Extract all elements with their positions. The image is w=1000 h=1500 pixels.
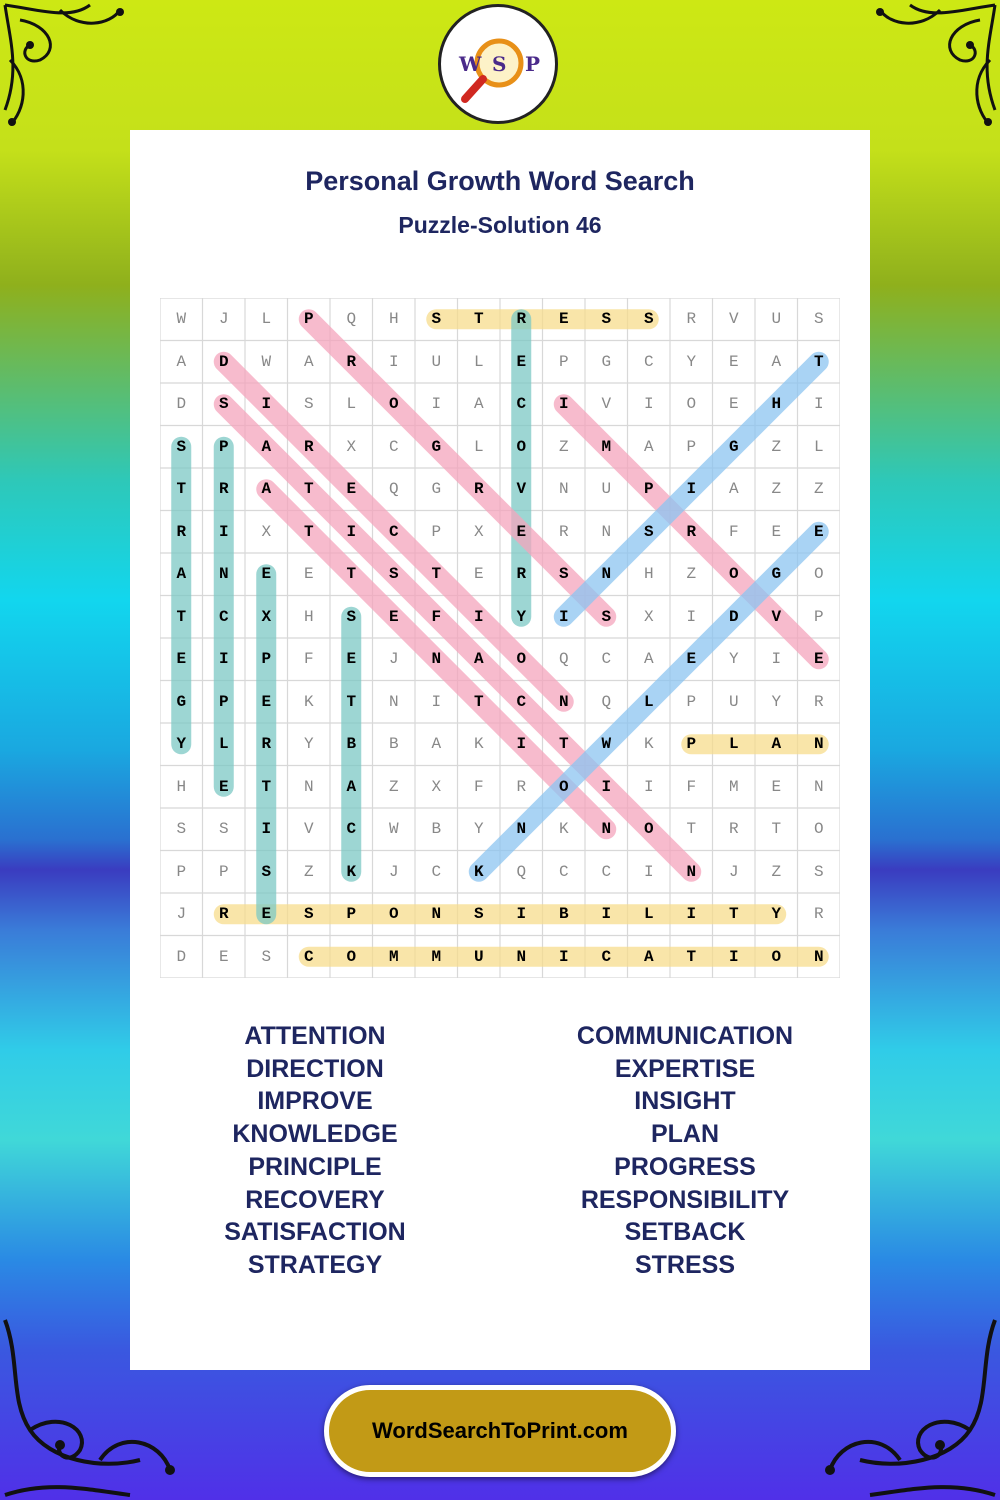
grid-cell[interactable]: E [218,947,229,966]
grid-cell[interactable]: T [346,565,357,584]
grid-cell[interactable]: C [218,607,229,626]
grid-cell[interactable]: E [261,905,272,924]
word-list-right [500,1020,870,1282]
logo-letter-s: S [492,52,507,76]
grid-cell[interactable]: S [261,862,272,881]
website-button[interactable]: WordSearchToPrint.com [324,1385,676,1477]
grid-cell[interactable]: A [431,735,442,754]
grid-cell[interactable]: L [473,352,484,371]
grid-cell[interactable]: Y [516,607,527,626]
grid-cell[interactable]: R [346,352,357,371]
grid-cell[interactable]: R [728,820,739,839]
grid-cell[interactable]: P [686,692,697,711]
page-subtitle: Puzzle-Solution 46 [398,212,602,238]
grid-cell[interactable]: N [558,480,569,499]
grid-cell[interactable]: I [643,862,654,881]
grid-cell[interactable]: I [388,352,399,371]
word-list-item: IMPROVE [257,1087,373,1116]
grid-cell[interactable]: O [686,395,697,414]
grid-cell[interactable]: N [813,735,824,754]
grid-cell[interactable]: Q [516,862,527,881]
grid-cell[interactable]: A [176,352,187,371]
grid-cell[interactable]: G [771,565,782,584]
grid-cell[interactable]: E [516,522,527,541]
grid-cell[interactable]: X [346,437,357,456]
grid-cell[interactable]: T [728,905,739,924]
grid-cell[interactable]: H [643,565,654,584]
grid-cell[interactable]: R [218,905,229,924]
grid-cell[interactable]: X [261,522,272,541]
grid-cell[interactable]: J [218,310,229,329]
grid-cell[interactable]: Q [346,310,357,329]
grid-cell[interactable]: U [601,480,612,499]
grid-cell[interactable]: I [558,947,569,966]
ornament-top-right [850,0,1000,150]
grid-cell[interactable]: K [303,692,314,711]
grid-cell[interactable]: A [261,480,272,499]
grid-cell[interactable]: X [261,607,272,626]
grid-cell[interactable]: C [601,650,612,669]
grid-cell[interactable]: L [643,692,654,711]
grid-cell[interactable]: E [728,395,739,414]
grid-cell[interactable]: O [813,565,824,584]
grid-cell[interactable]: I [431,692,442,711]
grid-cell[interactable]: E [813,522,824,541]
grid-cell[interactable]: R [516,777,527,796]
grid-cell[interactable]: G [431,437,442,456]
grid-cell[interactable]: V [601,395,612,414]
grid-cell[interactable]: X [473,522,484,541]
grid-cell[interactable]: E [558,310,569,329]
grid-cell[interactable]: C [643,352,654,371]
grid-cell[interactable]: C [346,820,357,839]
grid-cell[interactable]: M [388,947,399,966]
grid-cell[interactable]: E [473,565,484,584]
grid-cell[interactable]: E [686,650,697,669]
grid-cell[interactable]: D [728,607,739,626]
grid-cell[interactable]: S [346,607,357,626]
grid-cell[interactable]: I [218,650,229,669]
grid-cell[interactable]: U [431,352,442,371]
grid-cell[interactable]: N [218,565,229,584]
grid-cell[interactable]: T [771,820,782,839]
word-list-item: RECOVERY [245,1185,385,1214]
grid-cell[interactable]: I [218,522,229,541]
grid-cell[interactable]: I [643,777,654,796]
word-list-item: PRINCIPLE [248,1152,382,1181]
wsp-logo[interactable] [438,4,558,124]
grid-cell[interactable]: T [558,735,569,754]
grid-cell[interactable]: P [643,480,654,499]
grid-cell[interactable]: R [176,522,187,541]
grid-cell[interactable]: A [643,947,654,966]
grid-cell[interactable]: P [686,735,697,754]
grid-cell[interactable]: N [558,692,569,711]
grid-cell[interactable]: W [388,820,399,839]
grid-cell[interactable]: C [388,437,399,456]
grid-cell[interactable]: P [303,310,314,329]
grid-cell[interactable]: A [261,437,272,456]
grid-cell[interactable]: H [388,310,399,329]
grid-cell[interactable]: I [261,395,272,414]
grid-cell[interactable]: S [601,607,612,626]
grid-cell[interactable]: U [473,947,484,966]
grid-cell[interactable]: L [346,395,357,414]
word-list-item: KNOWLEDGE [232,1120,398,1149]
grid-cell[interactable]: S [813,310,824,329]
grid-cell[interactable]: T [431,565,442,584]
grid-cell[interactable]: S [643,522,654,541]
grid-cell[interactable]: D [176,947,187,966]
grid-cell[interactable]: E [176,650,187,669]
grid-cell[interactable]: G [601,352,612,371]
grid-cell[interactable]: H [771,395,782,414]
grid-cell[interactable]: X [431,777,442,796]
grid-cell[interactable]: Z [558,437,569,456]
puzzle-card [130,130,870,1370]
grid-cell[interactable]: C [303,947,314,966]
grid-cell[interactable]: Z [771,862,782,881]
grid-cell[interactable]: S [601,310,612,329]
grid-cell[interactable]: Z [303,862,314,881]
ornament-top-left [0,0,150,150]
grid-cell[interactable]: S [261,947,272,966]
grid-cell[interactable]: I [516,905,527,924]
grid-cell[interactable]: N [813,947,824,966]
grid-cell[interactable]: Q [601,692,612,711]
grid-cell[interactable]: T [813,352,824,371]
grid-cell[interactable]: Y [686,352,697,371]
grid-cell[interactable]: S [176,437,187,456]
grid-cell[interactable]: G [176,692,187,711]
grid-cell[interactable]: E [303,565,314,584]
grid-cell[interactable]: Y [176,735,187,754]
grid-cell[interactable]: E [771,522,782,541]
grid-cell[interactable]: P [346,905,357,924]
word-list-item: SETBACK [624,1218,746,1247]
grid-cell[interactable]: A [473,395,484,414]
grid-cell[interactable]: H [176,777,187,796]
grid-cell[interactable]: G [431,480,442,499]
grid-cell[interactable]: L [643,905,654,924]
grid-cell[interactable]: R [813,905,824,924]
grid-cell[interactable]: P [218,862,229,881]
grid-cell[interactable]: J [388,862,399,881]
grid-cell[interactable]: A [303,352,314,371]
grid-cell[interactable]: J [388,650,399,669]
grid-cell[interactable]: A [176,565,187,584]
grid-cell[interactable]: C [601,862,612,881]
grid-cell[interactable]: O [346,947,357,966]
grid-cell[interactable]: Y [303,735,314,754]
grid-cell[interactable]: M [601,437,612,456]
grid-cell[interactable]: I [473,607,484,626]
grid-cell[interactable]: L [218,735,229,754]
grid-cell[interactable]: M [728,777,739,796]
grid-cell[interactable]: N [388,692,399,711]
word-list-item: PROGRESS [614,1152,756,1181]
grid-cell[interactable]: S [176,820,187,839]
grid-cell[interactable]: E [813,650,824,669]
grid-cell[interactable]: O [558,777,569,796]
grid-cell[interactable]: P [218,437,229,456]
grid-cell[interactable]: T [686,947,697,966]
word-search-grid [160,298,840,978]
grid-cell[interactable]: R [516,565,527,584]
word-list-item: DIRECTION [246,1054,384,1083]
grid-cell[interactable]: G [728,437,739,456]
grid-cell[interactable]: N [516,947,527,966]
grid-cell[interactable]: I [601,905,612,924]
grid-cell[interactable]: U [771,310,782,329]
grid-cell[interactable]: O [771,947,782,966]
grid-cell[interactable]: I [346,522,357,541]
grid-cell[interactable]: R [303,437,314,456]
grid-cell[interactable]: T [686,820,697,839]
grid-cell[interactable]: E [516,352,527,371]
grid-cell[interactable]: L [261,310,272,329]
word-list-item: COMMUNICATION [576,1022,794,1050]
grid-cell[interactable]: A [643,437,654,456]
grid-cell[interactable]: E [346,650,357,669]
grid-cell[interactable]: A [346,777,357,796]
grid-cell[interactable]: V [771,607,782,626]
grid-cell[interactable]: Q [388,480,399,499]
grid-cell[interactable]: I [558,395,569,414]
grid-cell[interactable]: D [176,395,187,414]
grid-cell[interactable]: I [686,905,697,924]
grid-cell[interactable]: R [218,480,229,499]
logo-letter-w: W [459,52,482,76]
grid-cell[interactable]: V [728,310,739,329]
grid-cell[interactable]: K [346,862,357,881]
grid-cell[interactable]: Z [813,480,824,499]
grid-cell[interactable]: B [346,735,357,754]
grid-cell[interactable]: O [516,437,527,456]
grid-cell[interactable]: I [558,607,569,626]
grid-cell[interactable]: F [303,650,314,669]
grid-cell[interactable]: T [261,777,272,796]
grid-cell[interactable]: E [728,352,739,371]
grid-cell[interactable]: A [771,352,782,371]
grid-cell[interactable]: I [686,480,697,499]
grid-cell[interactable]: O [516,650,527,669]
word-list-left [130,1020,500,1282]
grid-cell[interactable]: O [388,395,399,414]
grid-cell[interactable]: F [473,777,484,796]
grid-cell[interactable]: T [346,692,357,711]
grid-cell[interactable]: J [728,862,739,881]
grid-cell[interactable]: I [728,947,739,966]
grid-cell[interactable]: I [601,777,612,796]
grid-cell[interactable]: D [218,352,229,371]
grid-cell[interactable]: P [431,522,442,541]
word-list-item: SATISFACTION [224,1218,406,1247]
grid-cell[interactable]: C [558,862,569,881]
grid-cell[interactable]: B [388,735,399,754]
grid-cell[interactable]: T [176,607,187,626]
word-list-item: INSIGHT [634,1087,736,1116]
grid-cell[interactable]: Y [771,692,782,711]
grid-cell[interactable]: N [813,777,824,796]
grid-cell[interactable]: S [813,862,824,881]
grid-cell[interactable]: C [516,395,527,414]
grid-cell[interactable]: I [516,735,527,754]
grid-cell[interactable]: R [813,692,824,711]
grid-cell[interactable]: T [303,480,314,499]
grid-cell[interactable]: I [686,607,697,626]
grid-cell[interactable]: C [388,522,399,541]
grid-cell[interactable]: T [176,480,187,499]
word-list-item: EXPERTISE [614,1054,756,1083]
grid-cell[interactable]: K [558,820,569,839]
word-list-item: STRESS [634,1250,736,1279]
grid-cell[interactable]: S [303,905,314,924]
grid-cell[interactable]: X [643,607,654,626]
word-list-item: STRATEGY [247,1250,383,1279]
grid-cell[interactable]: R [558,522,569,541]
grid-cell[interactable]: T [473,692,484,711]
grid-cell[interactable]: I [431,395,442,414]
grid-cell[interactable]: S [303,395,314,414]
grid-cell[interactable]: J [176,905,187,924]
grid-cell[interactable]: N [516,820,527,839]
grid-cell[interactable]: Z [771,437,782,456]
grid-cell[interactable]: W [601,735,612,754]
grid-cell[interactable]: T [303,522,314,541]
grid-cell[interactable]: U [728,692,739,711]
grid-cell[interactable]: A [473,650,484,669]
grid-cell[interactable]: A [728,480,739,499]
grid-cell[interactable]: M [431,947,442,966]
grid-cell[interactable]: S [431,310,442,329]
grid-cell[interactable]: C [601,947,612,966]
magnifier-icon [441,7,555,121]
grid-cell[interactable]: N [601,522,612,541]
grid-cell[interactable]: Y [728,650,739,669]
grid-cell[interactable]: S [388,565,399,584]
grid-cell[interactable]: E [261,565,272,584]
grid-cell[interactable]: F [728,522,739,541]
grid-cell[interactable]: Z [388,777,399,796]
grid-cell[interactable]: P [686,437,697,456]
grid-cell[interactable]: I [771,650,782,669]
grid-cell[interactable]: P [218,692,229,711]
grid-cell[interactable]: O [813,820,824,839]
word-list-item: ATTENTION [244,1022,386,1050]
grid-cell[interactable]: L [813,437,824,456]
grid-cell[interactable]: Y [771,905,782,924]
grid-cell[interactable]: L [473,437,484,456]
grid-cell[interactable]: A [771,735,782,754]
grid-cell[interactable]: K [643,735,654,754]
grid-cell[interactable]: R [473,480,484,499]
grid-cell[interactable]: T [473,310,484,329]
grid-cell[interactable]: O [728,565,739,584]
grid-cell[interactable]: R [261,735,272,754]
grid-cell[interactable]: N [431,650,442,669]
grid-cell[interactable]: P [261,650,272,669]
grid-cell[interactable]: S [558,565,569,584]
grid-cell[interactable]: N [431,905,442,924]
grid-cell[interactable]: H [303,607,314,626]
grid-cell[interactable]: I [813,395,824,414]
grid-cell[interactable]: E [218,777,229,796]
grid-cell[interactable]: P [813,607,824,626]
grid-cell[interactable]: E [388,607,399,626]
grid-cell[interactable]: S [218,395,229,414]
grid-cell[interactable]: N [303,777,314,796]
grid-cell[interactable]: S [643,310,654,329]
grid-cell[interactable]: B [431,820,442,839]
grid-cell[interactable]: I [261,820,272,839]
grid-cell[interactable]: A [643,650,654,669]
grid-cell[interactable]: V [303,820,314,839]
grid-cell[interactable]: R [686,522,697,541]
grid-cell[interactable]: Q [558,650,569,669]
grid-cell[interactable]: P [558,352,569,371]
grid-cell[interactable]: V [516,480,527,499]
grid-cell[interactable]: Y [473,820,484,839]
grid-cell[interactable]: K [473,735,484,754]
grid-cell[interactable]: R [516,310,527,329]
grid-cell[interactable]: C [431,862,442,881]
grid-cell[interactable]: E [346,480,357,499]
grid-cell[interactable]: F [431,607,442,626]
grid-cell[interactable]: R [686,310,697,329]
grid-cell[interactable]: C [516,692,527,711]
grid-cell[interactable]: I [643,395,654,414]
grid-cell[interactable]: B [558,905,569,924]
grid-cell[interactable]: E [261,692,272,711]
grid-cell[interactable]: S [218,820,229,839]
grid-cell[interactable]: O [388,905,399,924]
logo-letter-p: P [525,52,541,76]
grid-cell[interactable]: N [686,862,697,881]
grid-cell[interactable]: K [473,862,484,881]
grid-cell[interactable]: Z [686,565,697,584]
grid-cell[interactable]: N [601,820,612,839]
grid-cell[interactable]: E [771,777,782,796]
grid-cell[interactable]: F [686,777,697,796]
word-list-item: RESPONSIBILITY [580,1185,790,1214]
grid-cell[interactable]: P [176,862,187,881]
grid-cell[interactable]: N [601,565,612,584]
grid-cell[interactable]: Z [771,480,782,499]
grid-cell[interactable]: S [473,905,484,924]
grid-cell[interactable]: W [261,352,272,371]
grid-cell[interactable]: O [643,820,654,839]
page-title: Personal Growth Word Search [305,166,695,196]
grid-cell[interactable]: W [176,310,187,329]
word-list-item: PLAN [650,1120,720,1149]
grid-cell[interactable]: L [728,735,739,754]
